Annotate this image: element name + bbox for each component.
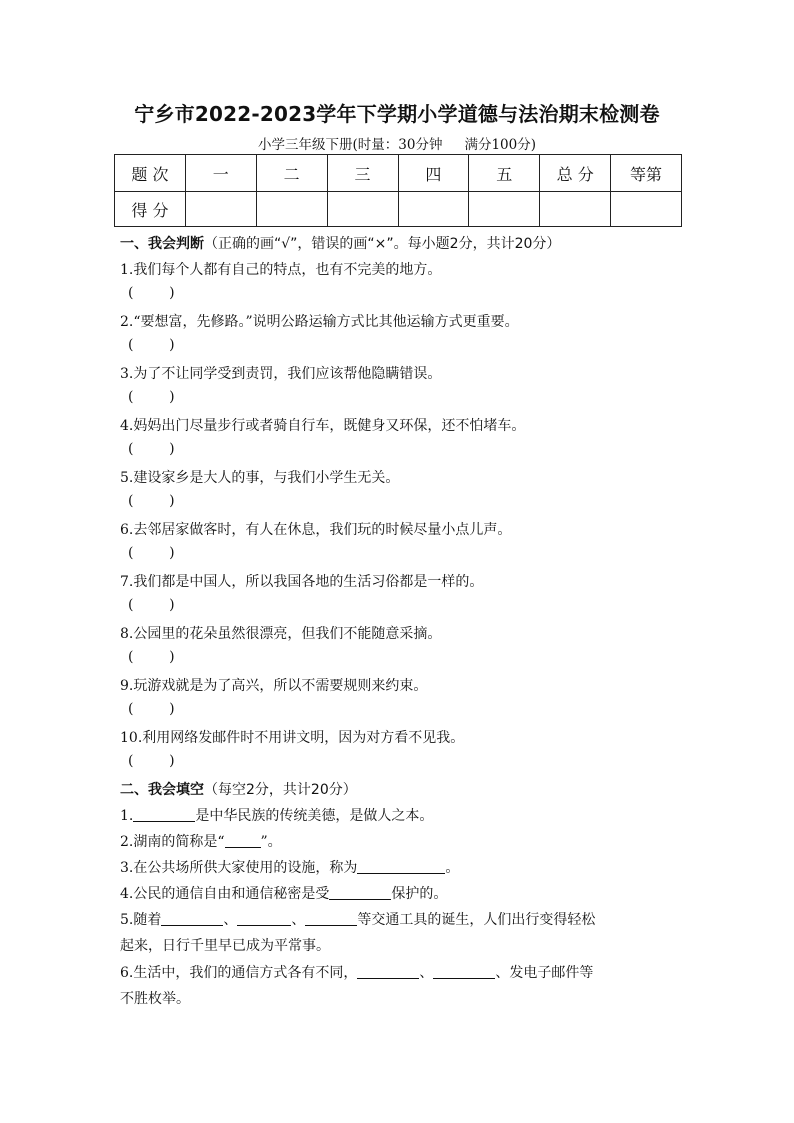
section1-heading-line	[120, 233, 560, 253]
judge-question: 10.利用网络发邮件时不用讲文明，因为对方看不见我。	[120, 730, 465, 746]
fill-blank[interactable]	[329, 885, 391, 900]
score-cell	[185, 192, 256, 227]
header-cell: 题 次	[115, 155, 186, 192]
answer-blank: ( )	[128, 753, 175, 769]
question-text: 2.湖南的简称是“	[120, 834, 225, 850]
section2-heading: 二、我会填空	[120, 782, 204, 798]
judge-question: 4.妈妈出门尽量步行或者骑自行车，既健身又环保，还不怕堵车。	[120, 418, 526, 434]
fill-blank[interactable]	[305, 911, 357, 926]
question-text: 、发电子邮件等	[495, 965, 594, 981]
subtitle-full-score: 满分100分)	[464, 137, 536, 153]
answer-blank: ( )	[128, 493, 175, 509]
row-label-cell: 得 分	[115, 192, 186, 227]
fill-blank[interactable]	[225, 833, 261, 848]
fill-blank[interactable]	[433, 964, 495, 979]
fill-blank[interactable]	[357, 859, 445, 874]
section1-heading: 一、我会判断	[120, 236, 204, 252]
answer-blank: ( )	[128, 441, 175, 457]
fill-question-2	[120, 831, 282, 851]
fill-question-5	[120, 909, 595, 929]
judge-question: 7.我们都是中国人，所以我国各地的生活习俗都是一样的。	[120, 574, 484, 590]
question-text: 3.在公共场所供大家使用的设施，称为	[120, 860, 358, 876]
fill-question-1	[120, 805, 433, 825]
question-text: 。	[445, 860, 460, 876]
question-number: 1.	[120, 808, 134, 824]
judge-question: 2.“要想富，先修路。”说明公路运输方式比其他运输方式更重要。	[120, 314, 519, 330]
answer-blank: ( )	[128, 389, 175, 405]
question-text: 是中华民族的传统美德，是做人之本。	[195, 808, 434, 824]
question-text: 4.公民的通信自由和通信秘密是受	[120, 886, 330, 902]
judge-question: 3.为了不让同学受到责罚，我们应该帮他隐瞒错误。	[120, 366, 442, 382]
header-cell: 等第	[611, 155, 682, 192]
header-cell: 四	[398, 155, 469, 192]
judge-question: 5.建设家乡是大人的事，与我们小学生无关。	[120, 470, 400, 486]
header-cell: 三	[327, 155, 398, 192]
separator: 、	[291, 912, 306, 928]
exam-title: 宁乡市2022-2023学年下学期小学道德与法治期末检测卷	[134, 102, 660, 126]
header-cell: 总 分	[540, 155, 611, 192]
question-text: 5.随着	[120, 912, 162, 928]
header-cell: 一	[185, 155, 256, 192]
question-text: 等交通工具的诞生，人们出行变得轻松	[357, 912, 596, 928]
question-text: 6.生活中，我们的通信方式各有不同，	[120, 965, 358, 981]
fill-blank[interactable]	[133, 807, 195, 822]
score-cell	[327, 192, 398, 227]
fill-question-6	[120, 962, 593, 982]
score-cell	[256, 192, 327, 227]
fill-blank[interactable]	[357, 964, 419, 979]
score-cell	[469, 192, 540, 227]
judge-question: 9.玩游戏就是为了高兴，所以不需要规则来约束。	[120, 678, 428, 694]
section2-heading-line	[120, 779, 357, 799]
score-table-header-row	[115, 155, 682, 192]
answer-blank: ( )	[128, 337, 175, 353]
score-table-score-row	[115, 192, 682, 227]
section1-note: （正确的画“√”，错误的画“×”。每小题2分，共计20分）	[204, 236, 561, 252]
fill-question-3	[120, 857, 459, 877]
score-table	[114, 154, 682, 227]
score-cell	[398, 192, 469, 227]
answer-blank: ( )	[128, 701, 175, 717]
judge-question: 8.公园里的花朵虽然很漂亮，但我们不能随意采摘。	[120, 626, 442, 642]
section2-note: （每空2分，共计20分）	[204, 782, 357, 798]
fill-blank[interactable]	[237, 911, 291, 926]
subtitle-duration: 小学三年级下册(时量：30分钟	[258, 137, 443, 153]
question-text: 保护的。	[391, 886, 448, 902]
fill-blank[interactable]	[161, 911, 223, 926]
judge-question: 1.我们每个人都有自己的特点，也有不完美的地方。	[120, 262, 442, 278]
score-cell	[540, 192, 611, 227]
answer-blank: ( )	[128, 597, 175, 613]
answer-blank: ( )	[128, 649, 175, 665]
header-cell: 二	[256, 155, 327, 192]
question-text: ”。	[260, 834, 282, 850]
answer-blank: ( )	[128, 545, 175, 561]
separator: 、	[223, 912, 238, 928]
judge-question: 6.去邻居家做客时，有人在休息，我们玩的时候尽量小点儿声。	[120, 522, 512, 538]
separator: 、	[419, 965, 434, 981]
answer-blank: ( )	[128, 285, 175, 301]
fill-question-5-continued: 起来，日行千里早已成为平常事。	[120, 938, 330, 954]
fill-question-4	[120, 883, 447, 903]
header-cell: 五	[469, 155, 540, 192]
fill-question-6-continued: 不胜枚举。	[120, 991, 190, 1007]
score-cell	[611, 192, 682, 227]
exam-subtitle	[0, 133, 794, 153]
